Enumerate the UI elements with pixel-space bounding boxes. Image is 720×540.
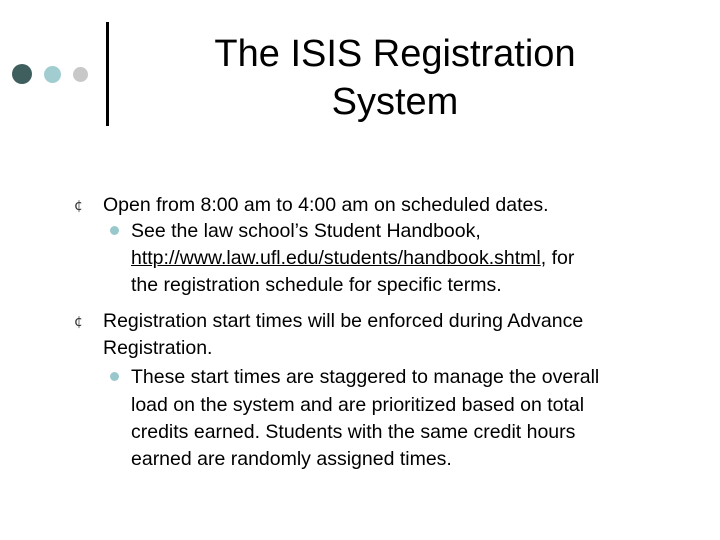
sub-bullet-2-line-2: load on the system and are prioritized based on total — [131, 394, 585, 416]
sub-bullet-1-line-2 — [131, 246, 574, 270]
sub-bullet-1-line-1: See the law school’s Student Handbook, — [131, 220, 481, 242]
slide-title-line-1: The ISIS Registration — [214, 33, 576, 75]
slide-title-line-2: System — [331, 81, 459, 123]
sub-bullet-2-line-3: credits earned. Students with the same credit hours — [131, 421, 576, 443]
sub-bullet-1-line-3: the registration schedule for specific terms. — [131, 274, 502, 296]
bullet-2-line-1: Registration start times will be enforced during Advance — [103, 310, 584, 332]
sub-bullet-2-line-1: These start times are staggered to manage the overall — [131, 366, 600, 388]
bullet-1-text: Open from 8:00 am to 4:00 am on scheduled dates. — [103, 194, 549, 216]
bullet-2-marker-icon: ¢ — [74, 314, 83, 330]
bullet-2-line-2: Registration. — [103, 337, 213, 359]
sub-bullet-1-after-link: , for — [540, 247, 575, 269]
sub-bullet-2-marker-icon — [110, 372, 119, 381]
bullet-1-marker-icon: ¢ — [74, 198, 83, 214]
sub-bullet-2-line-4: earned are randomly assigned times. — [131, 448, 452, 470]
sub-bullet-1-marker-icon — [110, 226, 119, 235]
handbook-link[interactable]: http://www.law.ufl.edu/students/handbook.shtml — [131, 247, 541, 269]
